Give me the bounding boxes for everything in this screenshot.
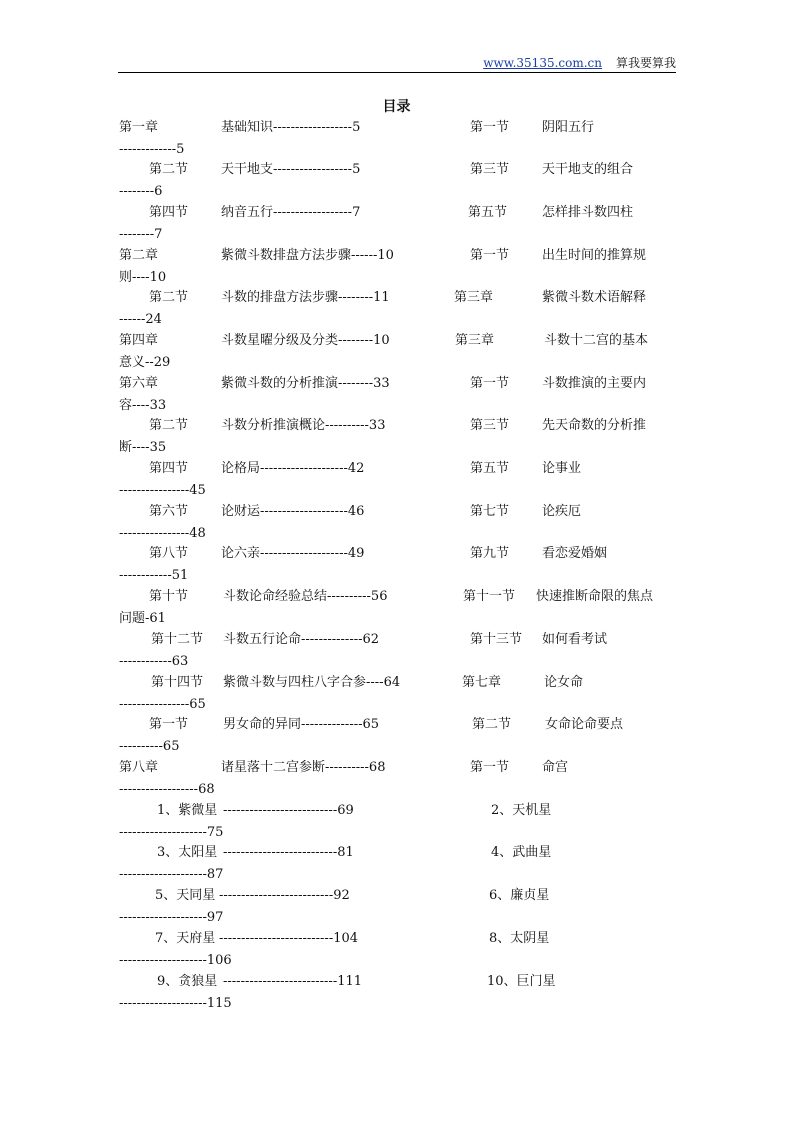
toc-entry[interactable] (119, 800, 679, 843)
entry-right-label: 第三节 (470, 162, 510, 177)
toc-entry[interactable] (119, 714, 679, 757)
entry-right-label: 第三章 (454, 290, 494, 305)
entry-left-label: 5、天同星 (155, 888, 216, 903)
entry-left-title: 紫微斗数的分析推演--------33 (221, 376, 390, 391)
toc-entry[interactable] (119, 458, 679, 501)
entry-left-label: 第十节 (149, 589, 189, 604)
entry-right-label: 第七节 (470, 504, 510, 519)
site-link[interactable]: www.35135.com.cn (483, 56, 602, 70)
entry-continuation: ----------------65 (119, 696, 206, 712)
toc-entry[interactable] (119, 287, 679, 330)
toc-entry[interactable] (119, 629, 679, 672)
entry-right-label: 10、巨门星 (487, 974, 556, 989)
entry-continuation: --------------------75 (119, 824, 224, 840)
entry-right-title: 快速推断命限的焦点 (536, 589, 654, 604)
entry-right-label: 第三节 (470, 418, 510, 433)
entry-continuation: 意义--29 (119, 354, 171, 370)
entry-continuation: 断----35 (119, 439, 167, 455)
entry-left-label: 第二节 (149, 418, 189, 433)
entry-left-title: 男女命的异同--------------65 (223, 717, 380, 732)
entry-right-label: 第五节 (468, 205, 508, 220)
page-header (118, 55, 676, 73)
entry-right-label: 6、廉贞星 (489, 888, 550, 903)
entry-continuation: --------------------115 (119, 995, 232, 1011)
entry-right-label: 第二节 (472, 717, 512, 732)
toc-entry[interactable] (119, 842, 679, 885)
entry-right-label: 4、武曲星 (491, 845, 552, 860)
entry-right-title: 出生时间的推算规 (542, 248, 647, 263)
entry-right-title: 论疾厄 (542, 504, 582, 519)
entry-continuation: ----------------45 (119, 482, 206, 498)
toc-entry[interactable] (119, 202, 679, 245)
toc-entry[interactable] (119, 159, 679, 202)
entry-right-title: 论女命 (544, 675, 584, 690)
entry-left-title: 紫微斗数排盘方法步骤------10 (221, 248, 394, 263)
entry-left-title: 天干地支------------------5 (221, 162, 361, 177)
toc-entry[interactable] (119, 757, 679, 800)
entry-right-label: 第九节 (470, 546, 510, 561)
entry-right-label: 2、天机星 (491, 803, 552, 818)
entry-continuation: ----------------48 (119, 525, 206, 541)
entry-right-title: 命宫 (542, 760, 569, 775)
entry-right-title: 斗数推演的主要内 (542, 376, 647, 391)
entry-right-title: 紫微斗数术语解释 (542, 290, 647, 305)
entry-left-title: 诸星落十二宫参断----------68 (221, 760, 386, 775)
entry-left-label: 9、贪狼星 (157, 974, 218, 989)
toc-entry[interactable] (119, 971, 679, 1014)
entry-left-title: 基础知识------------------5 (221, 120, 361, 135)
entry-left-label: 1、紫微星 (157, 803, 218, 818)
toc-entry[interactable] (119, 672, 679, 715)
entry-right-label: 第十一节 (463, 589, 516, 604)
entry-right-title: 女命论命要点 (545, 717, 624, 732)
entry-continuation: -------------5 (119, 141, 185, 157)
toc-entry[interactable] (119, 415, 679, 458)
entry-right-label: 第三章 (455, 333, 495, 348)
entry-left-label: 第二节 (149, 290, 189, 305)
entry-left-title: --------------------------111 (223, 974, 363, 989)
entry-left-label: 第六节 (149, 504, 189, 519)
entry-left-title: 斗数分析推演概论----------33 (221, 418, 386, 433)
entry-right-title: 论事业 (542, 461, 582, 476)
toc-entry[interactable] (119, 501, 679, 544)
entry-left-label: 第四节 (149, 461, 189, 476)
toc-entry[interactable] (119, 117, 679, 160)
entry-continuation: ------------63 (119, 653, 189, 669)
entry-left-label: 第八节 (149, 546, 189, 561)
entry-right-label: 第一节 (470, 120, 510, 135)
entry-left-label: 第二章 (119, 248, 159, 263)
entry-left-title: 斗数的排盘方法步骤--------11 (221, 290, 390, 305)
entry-continuation: --------------------97 (119, 909, 224, 925)
entry-left-label: 第二节 (149, 162, 189, 177)
entry-right-title: 阴阳五行 (542, 120, 595, 135)
entry-continuation: ------------51 (119, 567, 189, 583)
entry-left-label: 第一章 (119, 120, 159, 135)
entry-left-title: 论六亲--------------------49 (221, 546, 365, 561)
entry-left-title: 纳音五行------------------7 (221, 205, 361, 220)
toc-entry[interactable] (119, 245, 679, 288)
toc-entry[interactable] (119, 586, 679, 629)
entry-left-title: 斗数论命经验总结----------56 (223, 589, 388, 604)
toc-entry[interactable] (119, 885, 679, 928)
entry-left-title: 紫微斗数与四柱八字合参----64 (223, 675, 401, 690)
entry-continuation: --------7 (119, 226, 163, 242)
entry-left-title: 斗数五行论命--------------62 (223, 632, 380, 647)
entry-right-label: 第一节 (470, 248, 510, 263)
entry-left-label: 第四章 (119, 333, 159, 348)
toc-entry[interactable] (119, 928, 679, 971)
entry-right-label: 8、太阴星 (489, 931, 550, 946)
entry-left-label: 第十二节 (151, 632, 204, 647)
entry-right-label: 第五节 (470, 461, 510, 476)
entry-right-label: 第一节 (470, 376, 510, 391)
entry-right-title: 看恋爱婚姻 (542, 546, 608, 561)
entry-left-title: 斗数星曜分级及分类--------10 (221, 333, 390, 348)
toc-entry[interactable] (119, 330, 679, 373)
toc-entry[interactable] (119, 373, 679, 416)
entry-left-label: 第四节 (149, 205, 189, 220)
entry-continuation: ----------65 (119, 738, 180, 754)
entry-left-label: 第六章 (119, 376, 159, 391)
entry-right-title: 天干地支的组合 (542, 162, 634, 177)
toc-entry[interactable] (119, 543, 679, 586)
entry-right-title: 如何看考试 (542, 632, 608, 647)
entry-left-title: --------------------------92 (219, 888, 350, 903)
entry-left-label: 第一节 (149, 717, 189, 732)
brand-text: 算我要算我 (615, 56, 676, 70)
entry-left-title: --------------------------104 (219, 931, 359, 946)
entry-continuation: --------------------87 (119, 866, 224, 882)
entry-left-title: 论格局--------------------42 (221, 461, 365, 476)
entry-continuation: --------6 (119, 183, 163, 199)
entry-right-label: 第十三节 (470, 632, 523, 647)
entry-continuation: 问题-61 (119, 610, 166, 626)
entry-left-label: 7、天府星 (155, 931, 216, 946)
entry-continuation: --------------------106 (119, 952, 232, 968)
entry-left-label: 第十四节 (151, 675, 204, 690)
entry-left-label: 3、太阳星 (157, 845, 218, 860)
entry-right-title: 怎样排斗数四柱 (542, 205, 634, 220)
page-title: 目录 (382, 99, 411, 115)
entry-right-label: 第七章 (462, 675, 502, 690)
entry-right-label: 第一节 (470, 760, 510, 775)
entry-continuation: ------------------68 (119, 781, 215, 797)
entry-right-title: 斗数十二宫的基本 (544, 333, 649, 348)
entry-right-title: 先天命数的分析推 (542, 418, 647, 433)
entry-left-title: --------------------------69 (223, 803, 354, 818)
entry-continuation: ------24 (119, 311, 162, 327)
entry-continuation: 则----10 (119, 269, 167, 285)
entry-left-label: 第八章 (119, 760, 159, 775)
entry-continuation: 容----33 (119, 397, 167, 413)
entry-left-title: --------------------------81 (223, 845, 354, 860)
entry-left-title: 论财运--------------------46 (221, 504, 365, 519)
